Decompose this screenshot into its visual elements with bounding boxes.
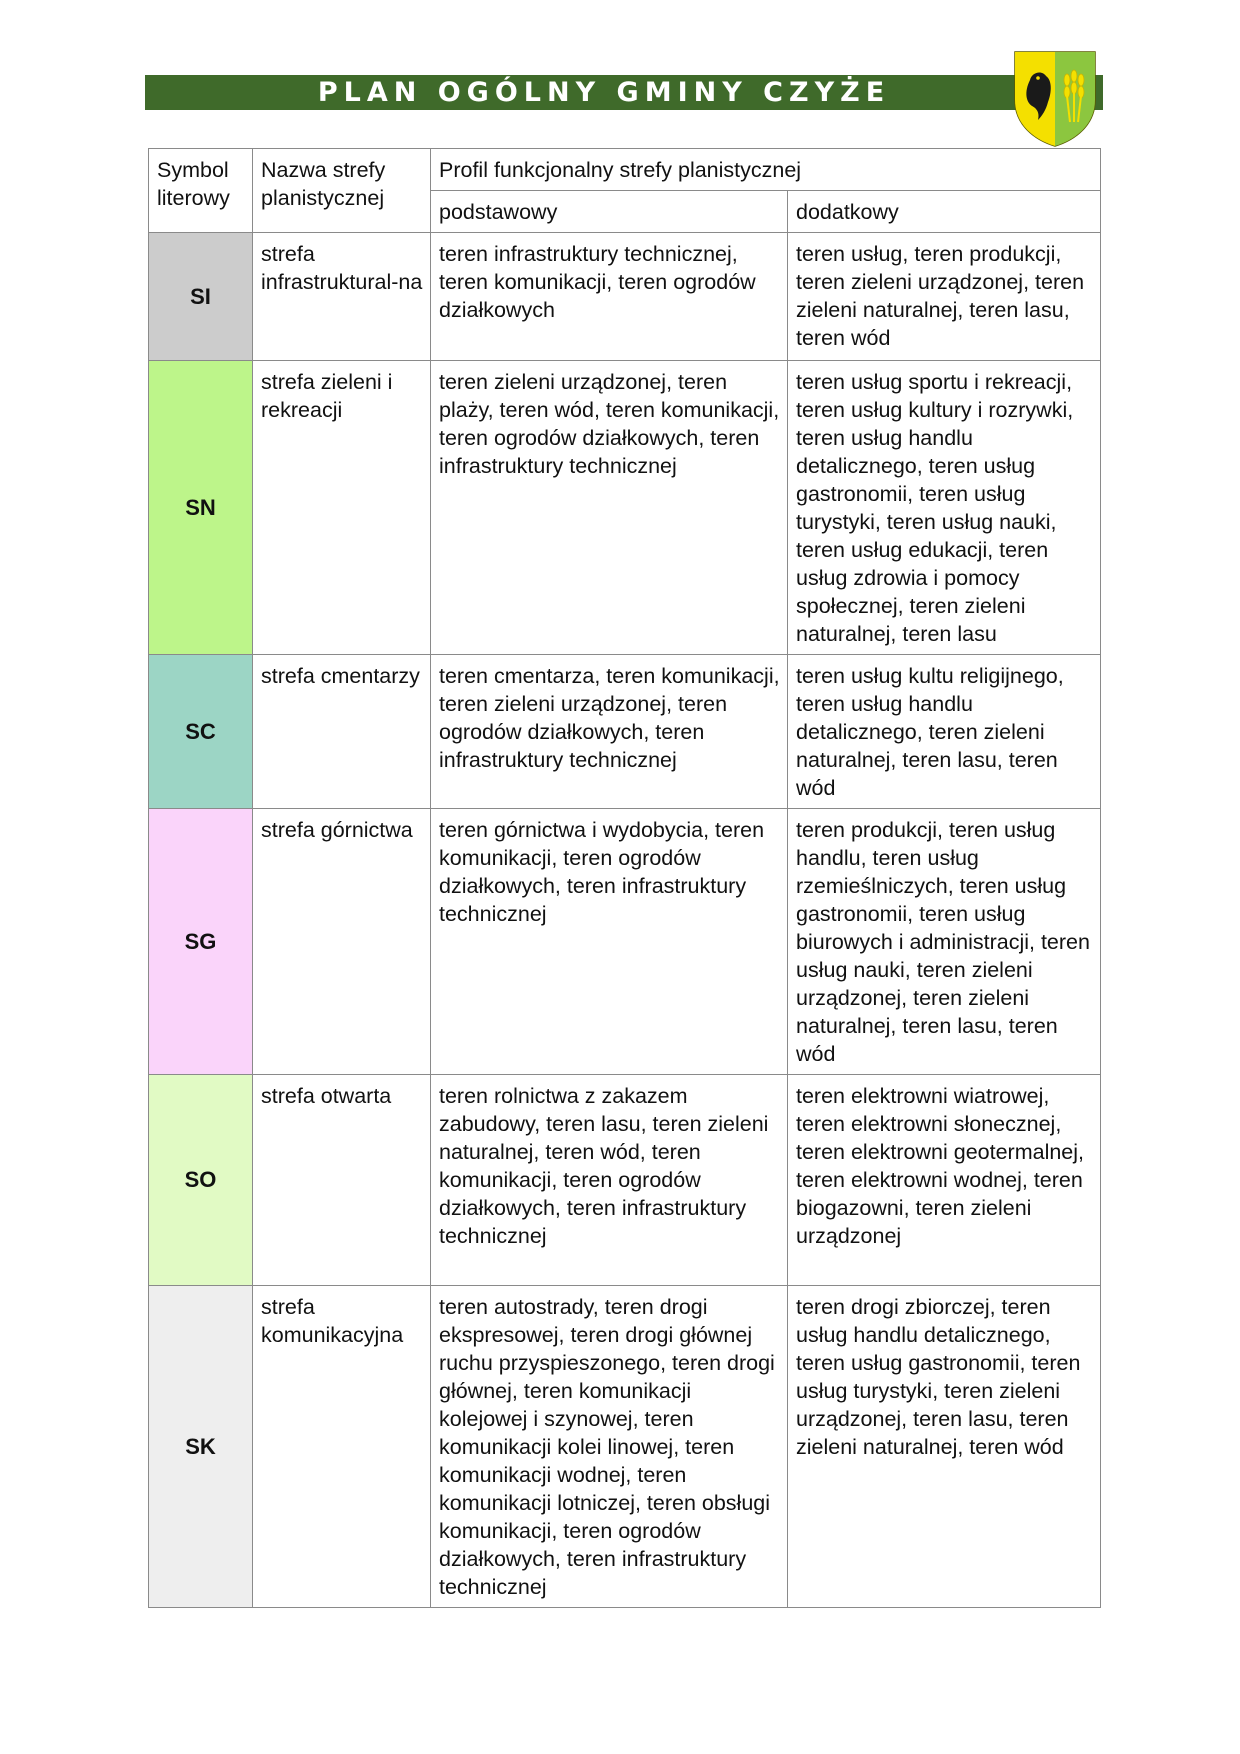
- zone-basic-profile: teren zieleni urządzonej, teren plaży, teren wód, teren komunikacji, teren ogrodów działkowych, teren infrastruktury technicznej: [431, 361, 788, 655]
- header-basic: podstawowy: [431, 191, 788, 233]
- coat-of-arms-icon: [1012, 50, 1098, 148]
- zone-additional-profile: teren elektrowni wiatrowej, teren elektrowni słonecznej, teren elektrowni geotermalnej, teren elektrowni wodnej, teren biogazowni, teren zieleni urządzonej: [788, 1075, 1101, 1286]
- table-row: [149, 233, 1101, 361]
- zone-symbol: SK: [149, 1286, 253, 1608]
- zone-additional-profile: teren usług sportu i rekreacji, teren usług kultury i rozrywki, teren usług handlu detalicznego, teren usług gastronomii, teren usług turystyki, teren usług nauki, teren usług edukacji, teren usług zdrowia i pomocy społecznej, teren zieleni naturalnej, teren lasu: [788, 361, 1101, 655]
- header-profile: Profil funkcjonalny strefy planistycznej: [431, 149, 1101, 191]
- zone-additional-profile: teren drogi zbiorczej, teren usług handlu detalicznego, teren usług gastronomii, teren usług turystyki, teren zieleni urządzonej, teren lasu, teren zieleni naturalnej, teren wód: [788, 1286, 1101, 1608]
- table-row: [149, 1286, 1101, 1608]
- zone-symbol: SN: [149, 361, 253, 655]
- zone-name: strefa komunikacyjna: [253, 1286, 431, 1608]
- page-title: PLAN OGÓLNY GMINY CZYŻE: [317, 77, 891, 108]
- table-row: [149, 1075, 1101, 1286]
- zone-name: strefa infrastruktural-na: [253, 233, 431, 361]
- zone-symbol: SI: [149, 233, 253, 361]
- zone-basic-profile: teren infrastruktury technicznej, teren komunikacji, teren ogrodów działkowych: [431, 233, 788, 361]
- table-row: [149, 809, 1101, 1075]
- zones-table: [148, 148, 1101, 1608]
- zone-basic-profile: teren autostrady, teren drogi ekspresowej, teren drogi głównej ruchu przyspieszonego, teren drogi głównej, teren komunikacji kolejowej i szynowej, teren komunikacji kolei linowej, teren komunikacji wodnej, teren komunikacji lotniczej, teren obsługi komunikacji, teren ogrodów działkowych, teren infrastruktury technicznej: [431, 1286, 788, 1608]
- zone-name: strefa zieleni i rekreacji: [253, 361, 431, 655]
- table-row: [149, 361, 1101, 655]
- zone-basic-profile: teren cmentarza, teren komunikacji, teren zieleni urządzonej, teren ogrodów działkowych, teren infrastruktury technicznej: [431, 655, 788, 809]
- header-name: Nazwa strefy planistycznej: [253, 149, 431, 233]
- title-banner: [145, 75, 1103, 110]
- table-row: [149, 655, 1101, 809]
- zone-additional-profile: teren usług kultu religijnego, teren usług handlu detalicznego, teren zieleni naturalnej, teren lasu, teren wód: [788, 655, 1101, 809]
- zone-additional-profile: teren produkcji, teren usług handlu, teren usług rzemieślniczych, teren usług gastronomii, teren usług biurowych i administracji, teren usług nauki, teren zieleni urządzonej, teren zieleni naturalnej, teren lasu, teren wód: [788, 809, 1101, 1075]
- header-row: [149, 149, 1101, 191]
- zone-symbol: SG: [149, 809, 253, 1075]
- zone-additional-profile: teren usług, teren produkcji, teren zieleni urządzonej, teren zieleni naturalnej, teren lasu, teren wód: [788, 233, 1101, 361]
- zone-name: strefa cmentarzy: [253, 655, 431, 809]
- header-additional: dodatkowy: [788, 191, 1101, 233]
- zone-symbol: SO: [149, 1075, 253, 1286]
- zone-symbol: SC: [149, 655, 253, 809]
- zone-basic-profile: teren górnictwa i wydobycia, teren komunikacji, teren ogrodów działkowych, teren infrastruktury technicznej: [431, 809, 788, 1075]
- zone-name: strefa otwarta: [253, 1075, 431, 1286]
- header-symbol: Symbol literowy: [149, 149, 253, 233]
- zone-name: strefa górnictwa: [253, 809, 431, 1075]
- zone-basic-profile: teren rolnictwa z zakazem zabudowy, teren lasu, teren zieleni naturalnej, teren wód, teren komunikacji, teren ogrodów działkowych, teren infrastruktury technicznej: [431, 1075, 788, 1286]
